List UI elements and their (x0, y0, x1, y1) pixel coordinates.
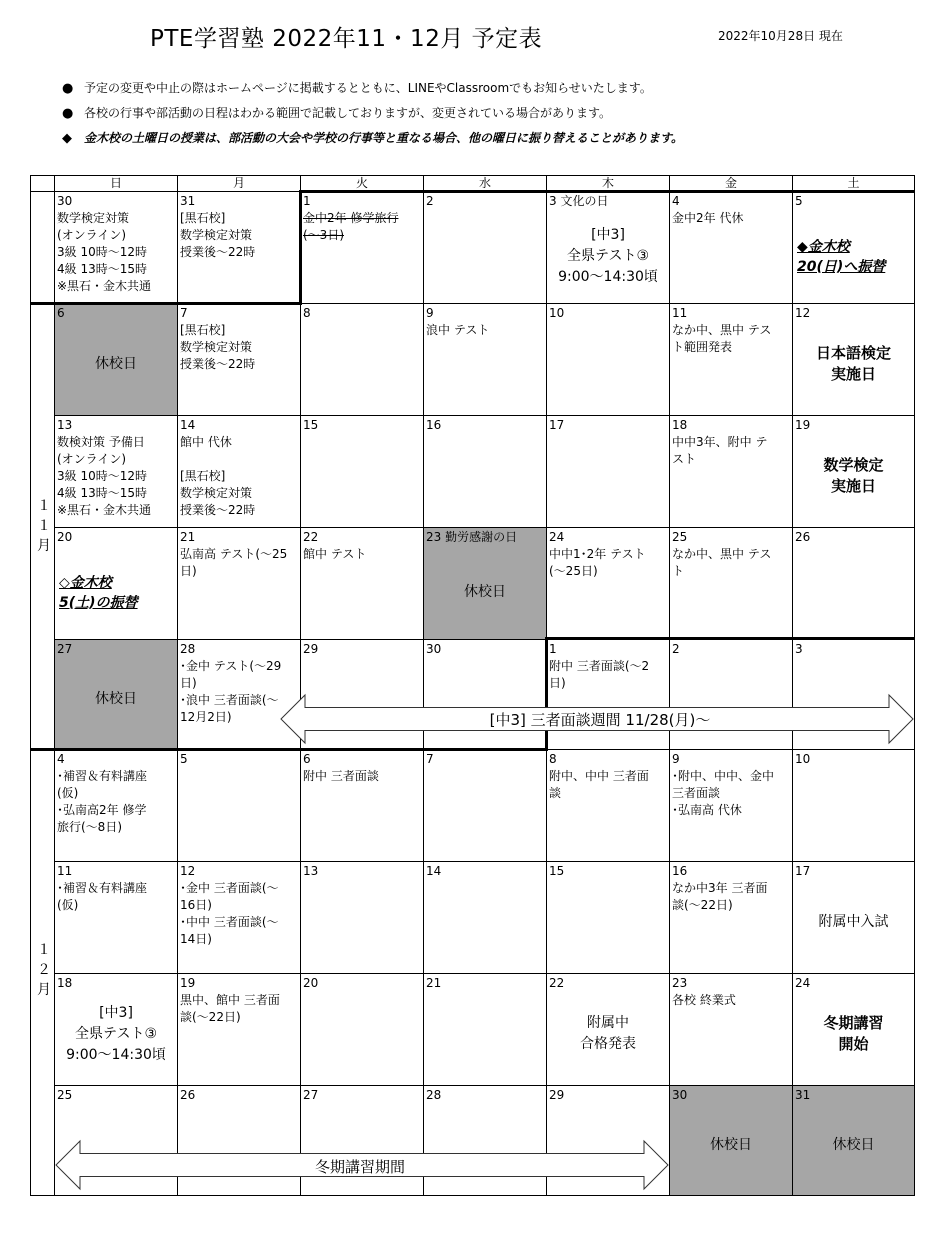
center-text (55, 689, 177, 710)
day-cell (55, 416, 178, 528)
day-number: 20 (57, 530, 73, 544)
day-cell (301, 750, 424, 862)
event-text: 金中2年 代休 (672, 211, 744, 225)
event-text: スト (672, 452, 697, 466)
event-text: 16日) (180, 898, 212, 912)
day-number: 23 (672, 976, 688, 990)
event-text (180, 451, 298, 468)
event-text: 談 (549, 786, 562, 800)
day-cell (547, 528, 670, 640)
day-cell (670, 750, 793, 862)
day-cell (301, 416, 424, 528)
day-number: 13 (57, 418, 73, 432)
event-text: 4級 13時～15時 (57, 486, 147, 500)
day-number: 16 (426, 418, 442, 432)
day-cell (178, 528, 301, 640)
center-text (793, 1013, 914, 1055)
day-cell (670, 416, 793, 528)
day-number: 30 (672, 1088, 688, 1102)
center-line: 合格発表 (580, 1036, 636, 1052)
event-text: 日) (180, 564, 197, 578)
day-number: 7 (426, 752, 434, 766)
day-number: 31 (795, 1088, 811, 1102)
day-number: 28 (426, 1088, 442, 1102)
day-number: 17 (795, 864, 811, 878)
day-cell (178, 750, 301, 862)
event-text: ･金中 三者面談(～ (180, 881, 279, 895)
center-line: 休校日 (832, 1136, 875, 1153)
day-number: 6 (57, 306, 65, 320)
note-text: 予定の変更や中止の際はホームページに掲載するとともに、LINEやClassroomでもお知らせいたします。 (84, 81, 652, 95)
event-text: 各校 終業式 (672, 993, 736, 1007)
day-cell (547, 416, 670, 528)
event-text: 4級 13時～15時 (57, 262, 147, 276)
day-cell (547, 304, 670, 416)
event-text: ･中中 三者面談(～ (180, 915, 279, 929)
day-cell (424, 750, 547, 862)
reschedule-text: 20(日)へ振替 (797, 259, 886, 275)
day-cell (670, 862, 793, 974)
day-number: 22 (303, 530, 319, 544)
center-line: 9:00～14:30頃 (558, 268, 658, 285)
day-cell (55, 862, 178, 974)
day-number: 29 (303, 642, 319, 656)
center-line: 休校日 (95, 355, 137, 372)
day-number: 30 (426, 642, 442, 656)
event-text: (仮) (57, 898, 79, 912)
weekday-header: 水 (424, 175, 547, 192)
bullet-icon: ● (62, 81, 74, 96)
diamond-icon: ◆ (62, 131, 72, 146)
day-number: 21 (426, 976, 442, 990)
day-cell (793, 862, 915, 974)
day-cell (301, 974, 424, 1086)
event-text: 附中 三者面談 (303, 769, 379, 783)
weekday-header: 日 (55, 175, 178, 192)
day-cell (178, 416, 301, 528)
bullet-icon: ● (62, 106, 74, 121)
event-text: 中中1･2年 テスト (549, 547, 646, 561)
center-line: 冬期講習 (823, 1014, 884, 1032)
month-label: １ ２ 月 (37, 942, 51, 998)
center-line: 実施日 (830, 365, 876, 383)
event-text: 浪中 テスト (426, 323, 490, 337)
event-text: 3級 10時～12時 (57, 469, 147, 483)
day-cell (547, 974, 670, 1086)
day-cell (301, 862, 424, 974)
month-label: １ １ 月 (37, 498, 51, 554)
center-text (55, 1003, 177, 1066)
day-number: 13 (303, 864, 319, 878)
day-cell (670, 304, 793, 416)
day-cell (793, 528, 915, 640)
reschedule-text: ◇金木校 (59, 575, 112, 591)
center-line: 附属中 (587, 1015, 629, 1031)
month-boundary-row1 (30, 302, 301, 305)
event-text: 三者面談 (672, 786, 721, 800)
center-text (670, 1135, 792, 1156)
center-text (793, 1135, 914, 1156)
event-text: 12月2日) (180, 710, 232, 724)
center-line: 休校日 (464, 583, 506, 600)
day-cell (301, 304, 424, 416)
weekday-header: 月 (178, 175, 301, 192)
day-cell (670, 192, 793, 304)
event-text: ･金中 テスト(～29 (180, 659, 282, 673)
day-cell (301, 528, 424, 640)
day-number: 7 (180, 306, 188, 320)
day-number: 30 (57, 194, 73, 208)
day-cell (793, 192, 915, 304)
event-text: ･附中、中中、金中 (672, 769, 775, 783)
day-number: 19 (180, 976, 196, 990)
reschedule-note (797, 237, 885, 277)
month-boundary-vertical (299, 190, 302, 305)
center-line: 実施日 (830, 477, 876, 495)
event-text: なか中3年 三者面 (672, 881, 768, 895)
day-number: 12 (180, 864, 196, 878)
day-cell (793, 974, 915, 1086)
event-text: 館中 代休 (180, 435, 232, 449)
day-number: 25 (57, 1088, 73, 1102)
event-text: ･補習＆有料講座 (57, 769, 148, 783)
event-text: ト範囲発表 (672, 340, 733, 354)
day-cell (424, 416, 547, 528)
event-text: (～25日) (549, 564, 598, 578)
day-cell (55, 528, 178, 640)
day-cell (301, 192, 424, 304)
event-text: 談(～22日) (180, 1010, 241, 1024)
center-line: 数学検定 (823, 456, 884, 474)
event-text: [黒石校] (180, 469, 226, 483)
event-text: 数学検定対策 (180, 340, 253, 354)
center-line: 日本語検定 (815, 344, 891, 362)
day-number: 24 (549, 530, 565, 544)
weekday-header: 金 (670, 175, 793, 192)
day-number: 19 (795, 418, 811, 432)
day-cell (547, 862, 670, 974)
event-text: ･弘南高2年 修学 (57, 803, 147, 817)
day-cell (55, 750, 178, 862)
center-text (424, 582, 546, 603)
day-cell (670, 528, 793, 640)
event-text: ※黒石・金木共通 (57, 503, 152, 517)
day-cell (793, 304, 915, 416)
day-number: 11 (672, 306, 688, 320)
day-number: 26 (180, 1088, 196, 1102)
event-text: ･浪中 三者面談(～ (180, 693, 279, 707)
day-number: 3 文化の日 (549, 194, 609, 208)
day-cell (424, 974, 547, 1086)
event-text: (オンライン) (57, 452, 127, 466)
day-number: 9 (672, 752, 680, 766)
month-cell-november (30, 192, 55, 750)
day-number: 17 (549, 418, 565, 432)
event-text: 授業後～22時 (180, 245, 256, 259)
winter-session-label: 冬期講習期間 (314, 1158, 405, 1176)
center-text (793, 912, 914, 933)
day-cell (793, 750, 915, 862)
day-number: 20 (303, 976, 319, 990)
day-number: 15 (303, 418, 319, 432)
event-text: 中中3年、附中 テ (672, 435, 768, 449)
center-text (547, 225, 669, 288)
day-cell (670, 974, 793, 1086)
center-text (793, 455, 914, 497)
event-text: 授業後～22時 (180, 357, 256, 371)
day-cell (178, 862, 301, 974)
day-number: 24 (795, 976, 811, 990)
day-number: 31 (180, 194, 196, 208)
event-text: 数学検定対策 (57, 211, 130, 225)
day-cell (55, 974, 178, 1086)
day-number: 1 (303, 194, 311, 208)
day-cell (424, 528, 547, 640)
month-column-divider (30, 175, 55, 192)
event-text: [黒石校] (180, 211, 226, 225)
day-cell (55, 640, 178, 750)
reschedule-text: ◆金木校 (797, 239, 850, 255)
weekday-header: 土 (793, 175, 915, 192)
day-number: 11 (57, 864, 73, 878)
page-title: PTE学習塾 2022年11・12月 予定表 (150, 26, 543, 52)
event-text: 日) (549, 676, 566, 690)
day-number: 2 (426, 194, 434, 208)
center-line: 附属中入試 (818, 913, 889, 930)
day-number: 25 (672, 530, 688, 544)
day-number: 1 (549, 642, 557, 656)
day-number: 5 (180, 752, 188, 766)
center-text (793, 343, 914, 385)
center-line: 休校日 (710, 1136, 752, 1153)
day-number: 3 (795, 642, 803, 656)
day-number: 29 (549, 1088, 565, 1102)
event-text: (仮) (57, 786, 79, 800)
interview-week-label: [中3] 三者面談週間 11/28(月)～ (489, 711, 711, 729)
day-number: 8 (303, 306, 311, 320)
day-cell (670, 1086, 793, 1196)
event-text: ※黒石・金木共通 (57, 279, 152, 293)
day-cell (55, 192, 178, 304)
day-number: 4 (672, 194, 680, 208)
day-number: 27 (303, 1088, 319, 1102)
note-text: 金木校の土曜日の授業は、部活動の大会や学校の行事等と重なる場合、他の曜日に振り替えることがあります。 (84, 131, 684, 145)
day-number: 10 (795, 752, 811, 766)
center-text (55, 354, 177, 375)
day-number: 2 (672, 642, 680, 656)
day-number: 21 (180, 530, 196, 544)
note-text: 各校の行事や部活動の日程はわかる範囲で記載しておりますが、変更されている場合があります。 (84, 106, 612, 120)
event-text: [黒石校] (180, 323, 226, 337)
day-number: 12 (795, 306, 811, 320)
center-text (547, 1013, 669, 1055)
day-cell (55, 304, 178, 416)
day-cell (793, 1086, 915, 1196)
event-text: 旅行(～8日) (57, 820, 122, 834)
event-text: 授業後～22時 (180, 503, 256, 517)
weekday-header: 火 (301, 175, 424, 192)
event-text: 日) (180, 676, 197, 690)
month-boundary-top (301, 190, 915, 193)
event-text: なか中、黒中 テス (672, 547, 772, 561)
event-text: 数検対策 予備日 (57, 435, 145, 449)
event-text: 附中 三者面談(～2 (549, 659, 650, 673)
day-number: 22 (549, 976, 565, 990)
event-text: 3級 10時～12時 (57, 245, 147, 259)
day-number: 15 (549, 864, 565, 878)
month-boundary-dec-row (30, 748, 547, 751)
day-cell (547, 192, 670, 304)
event-text: ト (672, 564, 685, 578)
center-line: 全県テスト③ (567, 247, 649, 264)
day-number: 10 (549, 306, 565, 320)
center-line: [中3] (591, 226, 625, 243)
center-line: 9:00～14:30頃 (66, 1046, 166, 1063)
day-number: 18 (672, 418, 688, 432)
day-number: 16 (672, 864, 688, 878)
center-line: [中3] (99, 1004, 133, 1021)
center-line: 全県テスト③ (75, 1025, 157, 1042)
event-text: 館中 テスト (303, 547, 367, 561)
event-text: 弘南高 テスト(～25 (180, 547, 288, 561)
event-text: (オンライン) (57, 228, 127, 242)
day-cell (424, 304, 547, 416)
reschedule-note (59, 573, 138, 613)
day-number: 8 (549, 752, 557, 766)
event-text: 14日) (180, 932, 212, 946)
day-number: 28 (180, 642, 196, 656)
day-number: 4 (57, 752, 65, 766)
day-cell (178, 304, 301, 416)
day-number: 6 (303, 752, 311, 766)
day-cell (424, 192, 547, 304)
event-text: ･弘南高 代休 (672, 803, 742, 817)
event-text: 黒中、館中 三者面 (180, 993, 280, 1007)
event-text: なか中、黒中 テス (672, 323, 772, 337)
center-line: 開始 (838, 1035, 869, 1053)
event-text: 附中、中中 三者面 (549, 769, 649, 783)
event-text-cancelled: (～3日) (303, 228, 344, 242)
event-text: 談(～22日) (672, 898, 733, 912)
center-line: 休校日 (95, 690, 137, 707)
day-cell (424, 862, 547, 974)
day-number: 14 (180, 418, 196, 432)
day-number: 9 (426, 306, 434, 320)
month-boundary-dec-top (547, 637, 915, 640)
day-cell (547, 750, 670, 862)
event-text: ･補習＆有料講座 (57, 881, 148, 895)
reschedule-text: 5(土)の振替 (59, 595, 138, 611)
event-text-cancelled: 金中2年 修学旅行 (303, 211, 399, 225)
weekday-header: 木 (547, 175, 670, 192)
day-number: 5 (795, 194, 803, 208)
day-number: 23 勤労感謝の日 (426, 530, 518, 544)
event-text: 数学検定対策 (180, 228, 253, 242)
as-of-date: 2022年10月28日 現在 (718, 29, 843, 43)
day-number: 26 (795, 530, 811, 544)
day-number: 27 (57, 642, 73, 656)
day-cell (793, 416, 915, 528)
day-cell (178, 192, 301, 304)
day-cell (178, 974, 301, 1086)
event-text: 数学検定対策 (180, 486, 253, 500)
day-number: 14 (426, 864, 442, 878)
day-number: 18 (57, 976, 73, 990)
